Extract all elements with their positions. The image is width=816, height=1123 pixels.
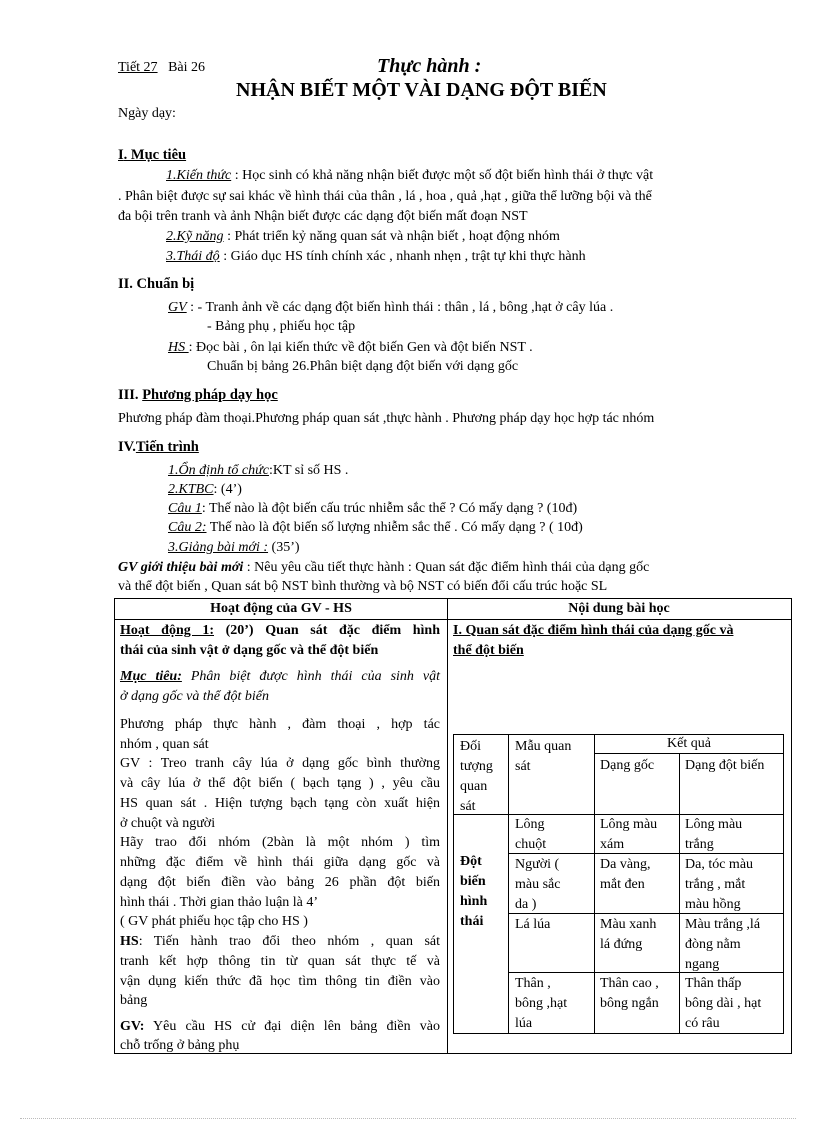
date-label: Ngày dạy:: [118, 106, 176, 121]
content-heading-line-2: thể đột biến: [453, 643, 524, 658]
left-line: GV : Treo tranh cây lúa ở dạng gốc bình thường: [120, 756, 440, 771]
teacher-intro-line-2: và thể đột biến , Quan sát bộ NST bình thường và bộ NST có biến đổi cấu trúc hoặc SL: [118, 579, 608, 594]
header-result: Kết quả: [667, 736, 711, 751]
row-mutant: Da, tóc màu trắng , mắt màu hồng: [685, 857, 754, 912]
header-subject: Đối tượng quan sát: [460, 739, 493, 814]
page-title: Thực hành :: [377, 55, 482, 77]
row-sample: Lông chuột: [515, 817, 547, 852]
group-label: Đột biến hình thái: [460, 854, 488, 929]
left-line: nhóm , quan sát: [120, 737, 209, 752]
left-line: ở chuột và người: [120, 816, 216, 831]
left-line: HS quan sát . Hiện tượng bạch tạng còn xuất hiện: [120, 796, 440, 811]
knowledge-line-1: 1.Kiến thức : Học sinh có khả năng nhận biết được một số đột biến hình thái ở thực vật: [166, 168, 654, 183]
lesson-number: Tiết 27 Bài 26: [118, 60, 206, 75]
header-sample: Mẫu quan sát: [515, 739, 572, 774]
row-mutant: Thân thấp bông dài , hạt có râu: [685, 976, 762, 1031]
row-sample: Lá lúa: [515, 917, 551, 932]
content-heading-line-1: I. Quan sát đặc điểm hình thái của dạng gốc và: [453, 623, 734, 638]
skill-line: 2.Kỹ năng : Phát triển kỷ năng quan sát và nhận biết , hoạt động nhóm: [166, 229, 560, 244]
attitude-line: 3.Thái độ : Giáo dục HS tính chính xác , nhanh nhẹn , trật tự khi thực hành: [166, 249, 586, 264]
activity-1-line-2: thái của sinh vật ở dạng gốc và thể đột biến: [120, 643, 379, 658]
left-line: Hãy trao đổi nhóm (2bàn là một nhóm ) tìm: [120, 835, 440, 850]
row-original: Lông màu xám: [600, 817, 658, 852]
step-2-line: 2.KTBC: (4’): [168, 482, 242, 497]
teacher-prep-line-1: GV : - Tranh ảnh về các dạng đột biến hình thái : thân , lá , bông ,hạt ở cây lúa .: [168, 300, 614, 315]
step-1-line: 1.Ổn định tổ chức:KT sỉ số HS .: [168, 463, 349, 478]
col-activity-header: Hoạt động của GV - HS: [210, 601, 352, 616]
student-prep-line-2: Chuẩn bị bảng 26.Phân biệt dạng đột biến với dạng gốc: [207, 359, 519, 374]
row-mutant: Màu trắng ,lá đòng nằm ngang: [685, 917, 761, 972]
objective-line-2: ở dạng gốc và thể đột biến: [120, 689, 269, 704]
col-content-header: Nội dung bài học: [568, 601, 670, 616]
student-task-line-4: bảng: [120, 993, 148, 1008]
row-sample: Thân , bông ,hạt lúa: [515, 976, 568, 1031]
step-3-line: 3.Giảng bài mới : (35’): [168, 540, 300, 555]
student-task-line-1: HS: Tiến hành trao đổi theo nhóm , quan sát: [120, 934, 440, 949]
row-original: Da vàng, mắt đen: [600, 857, 651, 892]
page-subtitle: NHẬN BIẾT MỘT VÀI DẠNG ĐỘT BIẾN: [236, 79, 607, 101]
header-mutant-form: Dạng đột biến: [685, 758, 765, 773]
left-line: và cây lúa ở thể đột biến ( bạch tạng ) , yêu cầu: [120, 776, 440, 791]
question-1-line: Câu 1: Thế nào là đột biến cấu trúc nhiễm sắc thể ? Có mấy dạng ? (10đ): [168, 501, 578, 516]
student-task-line-2: tranh kết hợp thông tin từ quan sát thực tế và: [120, 954, 440, 969]
activity-1-line-1: Hoạt động 1: (20’) Quan sát đặc điểm hình: [120, 623, 440, 638]
row-original: Màu xanh lá đứng: [600, 917, 657, 952]
row-original: Thân cao , bông ngắn: [600, 976, 659, 1011]
row-sample: Người ( màu sắc da ): [515, 857, 561, 912]
left-line: dạng đột biến điền vào bảng 26 phần đột biến: [120, 875, 440, 890]
knowledge-line-3: đa bội trên tranh và ảnh Nhận biết được các dạng đột biến mất đoạn NST: [118, 209, 528, 224]
row-mutant: Lông màu trắng: [685, 817, 743, 852]
section-1-heading: I. Mục tiêu: [118, 147, 187, 163]
page-bottom-divider: [20, 1118, 796, 1119]
section-2-heading: II. Chuẩn bị: [118, 276, 195, 292]
method-text: Phương pháp đàm thoại.Phương pháp quan sát ,thực hành . Phương pháp dạy học hợp tác nhóm: [118, 411, 655, 426]
section-3-heading: III. Phương pháp dạy học: [118, 387, 278, 403]
student-prep-line-1: HS : Đọc bài , ôn lại kiến thức về đột biến Gen và đột biến NST .: [168, 340, 533, 355]
teacher-task-line-1: GV: Yêu cầu HS cử đại diện lên bảng điền vào: [120, 1019, 440, 1034]
teacher-prep-line-2: - Bảng phụ , phiếu học tập: [207, 319, 356, 334]
objective-line-1: Mục tiêu: Phân biệt được hình thái của sinh vật: [120, 669, 440, 684]
results-table: [453, 734, 784, 1034]
left-line: hình thái . Thời gian thảo luận là 4’: [120, 895, 319, 910]
left-line: những đặc điểm về hình thái giữa dạng gốc và: [120, 855, 440, 870]
left-line: ( GV phát phiếu học tập cho HS ): [120, 914, 308, 929]
student-task-line-3: vận dụng kiến thức đã học tìm thông tin điền vào: [120, 974, 440, 989]
teacher-intro-line-1: GV giới thiệu bài mới : Nêu yêu cầu tiết thực hành : Quan sát đặc điểm hình thái của dạng gốc: [118, 560, 650, 575]
section-4-heading: IV.Tiến trình: [118, 439, 199, 455]
teacher-task-line-2: chỗ trống ở bảng phụ: [120, 1038, 240, 1053]
knowledge-line-2: . Phân biệt được sự sai khác về hình thái của thân , lá , hoa , quả ,hạt , giữa thể lưỡng bội và thể: [118, 189, 652, 204]
question-2-line: Câu 2: Thế nào là đột biến số lượng nhiễm sắc thể . Có mấy dạng ? ( 10đ): [168, 520, 583, 535]
left-line: Phương pháp thực hành , đàm thoại , hợp tác: [120, 717, 440, 732]
header-original-form: Dạng gốc: [600, 758, 655, 773]
